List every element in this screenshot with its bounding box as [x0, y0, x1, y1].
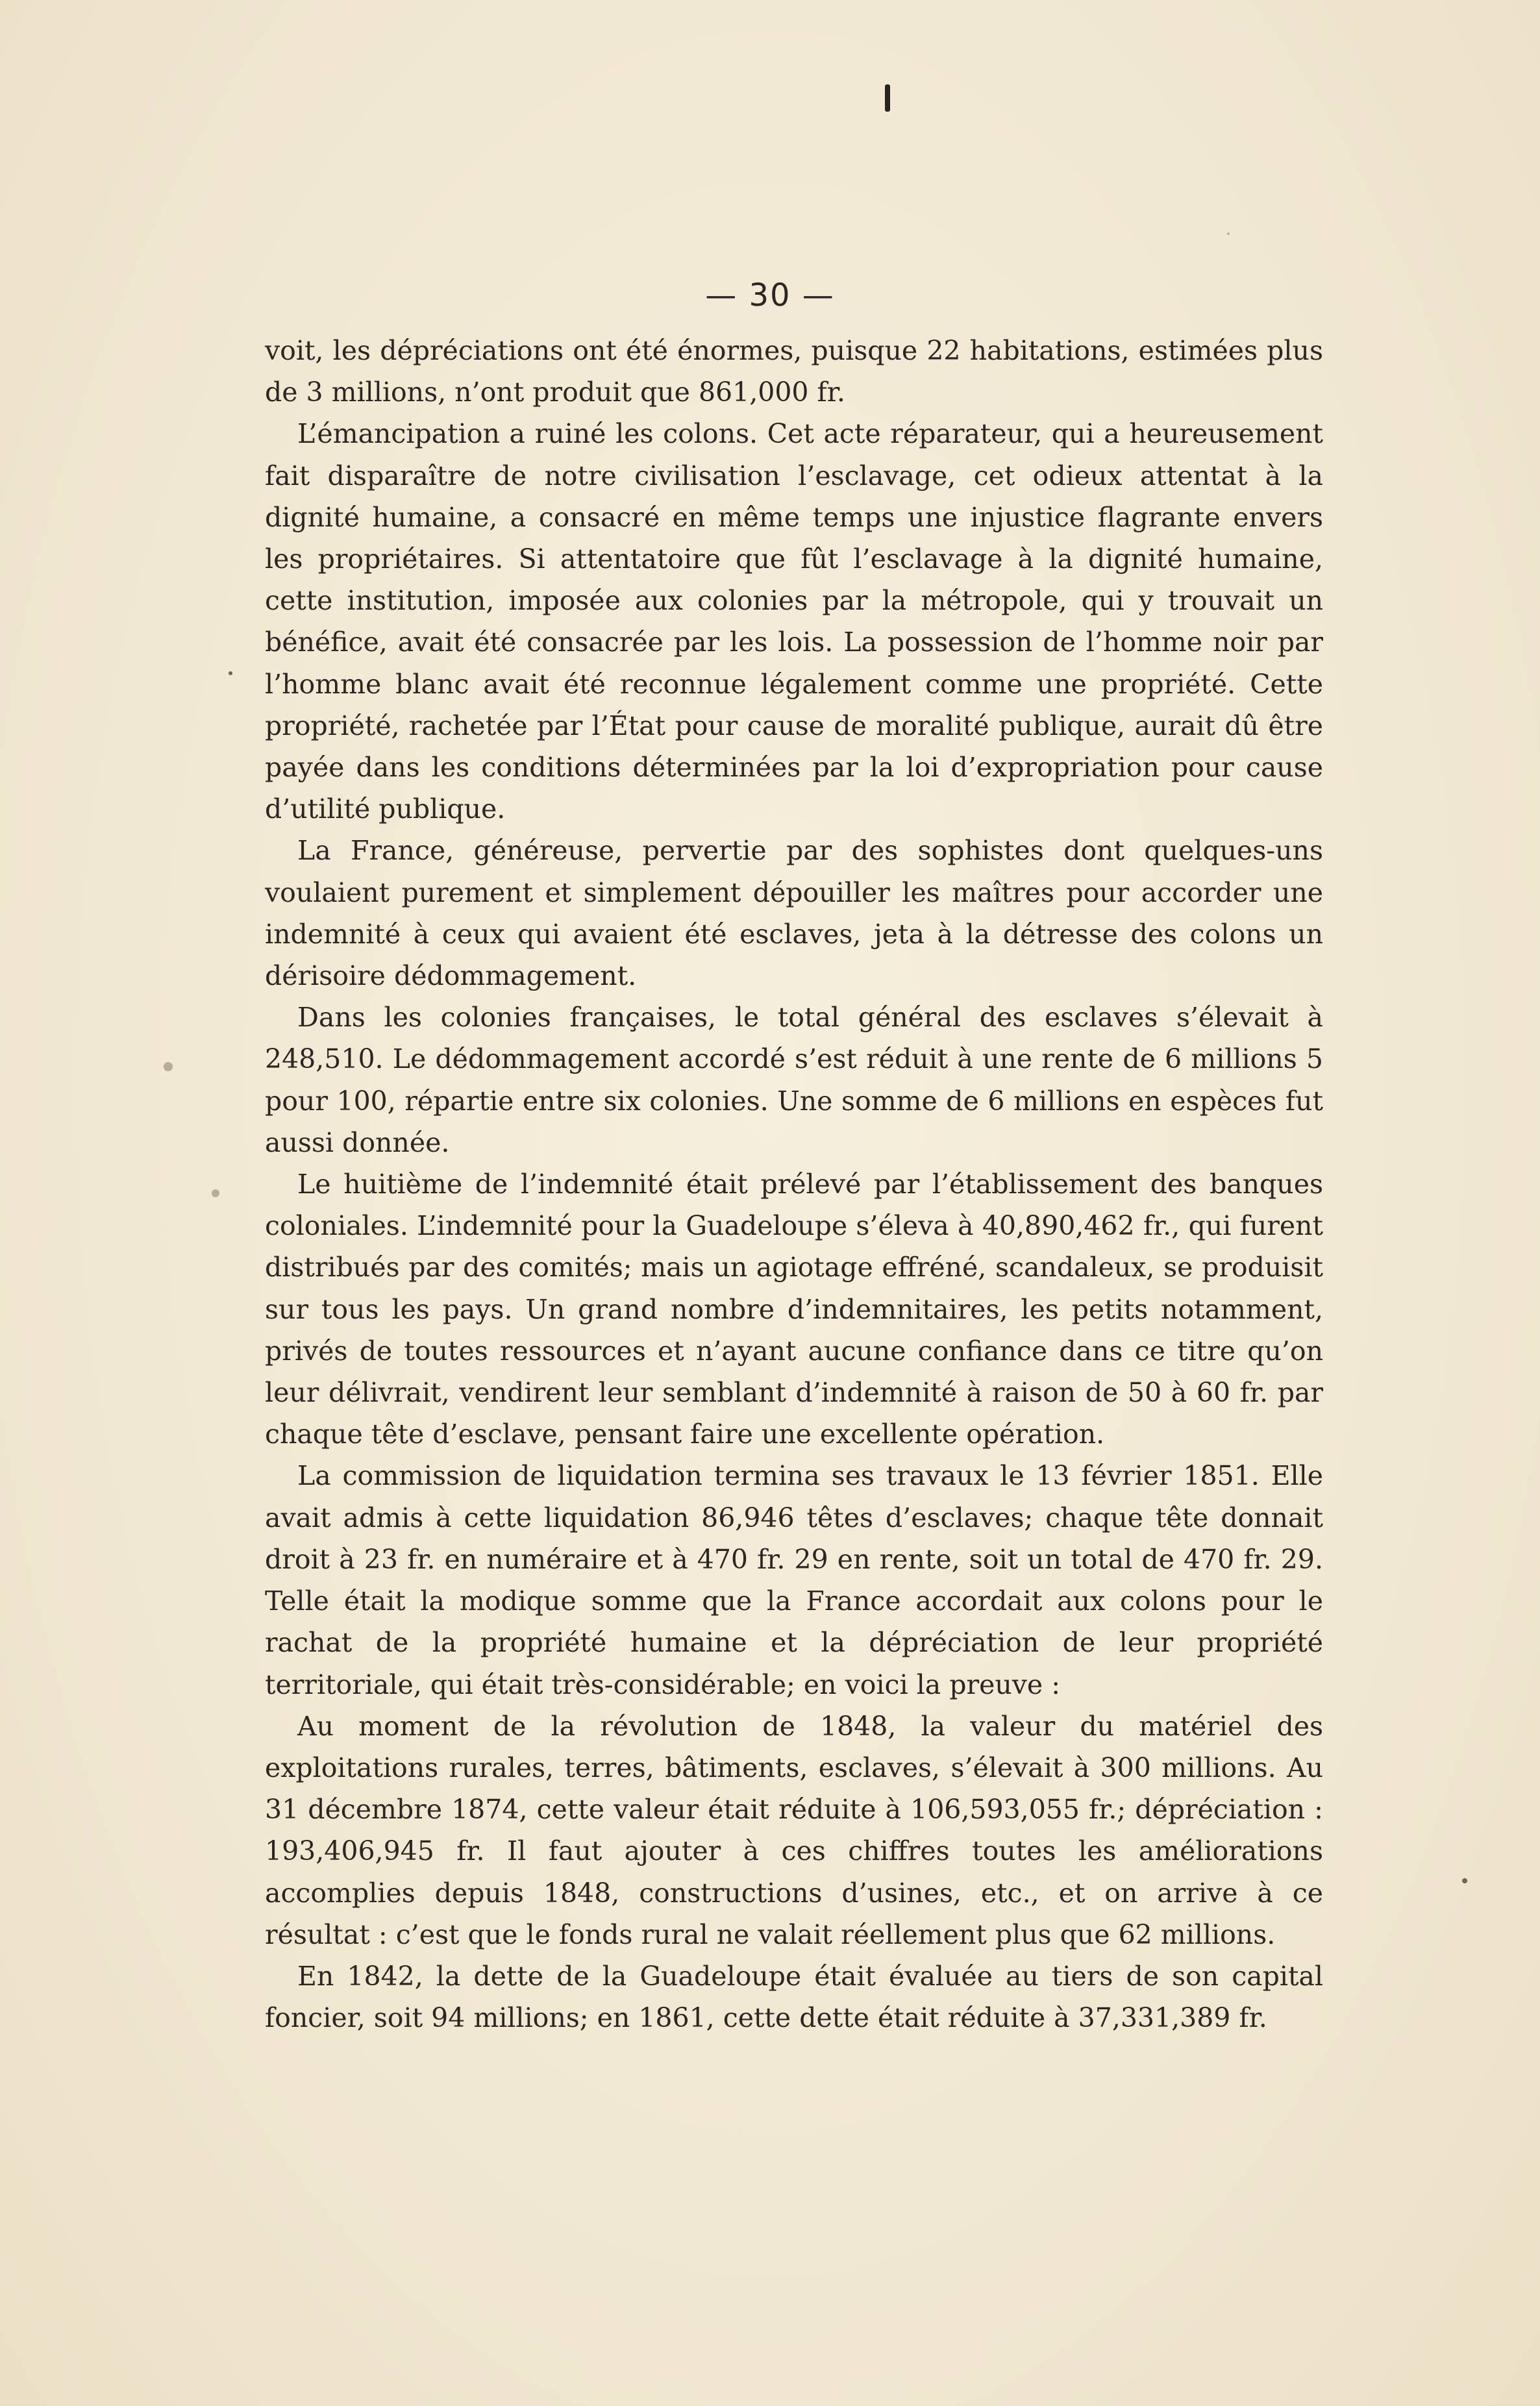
paragraph-continuation: voit, les dépréciations ont été énormes, puisque 22 habitations, estimées plus de 3 millions, n’ont produit que 861,000 fr. — [265, 335, 1323, 408]
paper-speck — [1462, 1878, 1467, 1883]
paragraph-commission-liquidation: La commission de liquidation termina ses travaux le 13 février 1851. Elle avait admis à cette liquidation 86,946 têtes d’esclaves; chaque tête donnait droit à 23 fr. en numéraire et à 470 fr. 29 en rente, soit un total de 470 fr. 29. Telle était la modique somme que la France accordait aux colons pour le rachat de la propriété humaine et la dépréciation de leur propriété territoriale, qui était très-considérable; en voici la preuve : — [265, 1460, 1323, 1700]
paragraph-colonies-francaises: Dans les colonies françaises, le total général des esclaves s’élevait à 248,510. Le dédommagement accordé s’est réduit à une rente de 6 millions 5 pour 100, répartie entre six colonies. Une somme de 6 millions en espèces fut aussi donnée. — [265, 1002, 1323, 1158]
paragraph-france-genereuse: La France, généreuse, pervertie par des sophistes dont quelques-uns voulaient purement et simplement dépouiller les maîtres pour accorder une indemnité à ceux qui avaient été esclaves, jeta à la détresse des colons un dérisoire dédommagement. — [265, 835, 1323, 992]
paragraph-emancipation: L’émancipation a ruiné les colons. Cet acte réparateur, qui a heureusement fait disparaître de notre civilisation l’esclavage, cet odieux attentat à la dignité humaine, a consacré en même temps une injustice flagrante envers les propriétaires. Si attentatoire que fût l’esclavage à la dignité humaine, cette institution, imposée aux colonies par la métropole, qui y trouvait un bénéfice, avait été consacrée par les lois. La possession de l’homme noir par l’homme blanc avait été reconnue légalement comme une propriété. Cette propriété, rachetée par l’État pour cause de moralité publique, aurait dû être payée dans les conditions déterminées par la loi d’expropriation pour cause d’utilité publique. — [265, 418, 1323, 825]
ink-mark — [885, 84, 890, 112]
paper-speck — [212, 1189, 219, 1197]
paragraph-huitieme-indemnite: Le huitième de l’indemnité était prélevé par l’établissement des banques coloniales. L’indemnité pour la Guadeloupe s’éleva à 40,890,462 fr., qui furent distribués par des comités; mais un agiotage effréné, scandaleux, se produisit sur tous les pays. Un grand nombre d’indemnitaires, les petits notamment, privés de toutes ressources et n’ayant aucune confiance dans ce titre qu’on leur délivrait, vendirent leur semblant d’indemnité à raison de 50 à 60 fr. par chaque tête d’esclave, pensant faire une excellente opération. — [265, 1169, 1323, 1450]
paper-speck — [1227, 232, 1230, 235]
page-number: — 30 — — [705, 277, 835, 314]
paper-speck — [164, 1062, 173, 1071]
paragraph-dette-1842: En 1842, la dette de la Guadeloupe était évaluée au tiers de son capital foncier, soit 94 millions; en 1861, cette dette était réduite à 37,331,389 fr. — [265, 1960, 1323, 2034]
paragraph-revolution-1848: Au moment de la révolution de 1848, la valeur du matériel des exploitations rurales, terres, bâtiments, esclaves, s’élevait à 300 millions. Au 31 décembre 1874, cette valeur était réduite à 106,593,055 fr.; dépréciation : 193,406,945 fr. Il faut ajouter à ces chiffres toutes les améliorations accomplies depuis 1848, constructions d’usines, etc., et on arrive à ce résultat : c’est que le fonds rural ne valait réellement plus que 62 millions. — [265, 1710, 1323, 1950]
body-text — [265, 330, 1323, 2039]
paper-speck — [229, 671, 232, 675]
